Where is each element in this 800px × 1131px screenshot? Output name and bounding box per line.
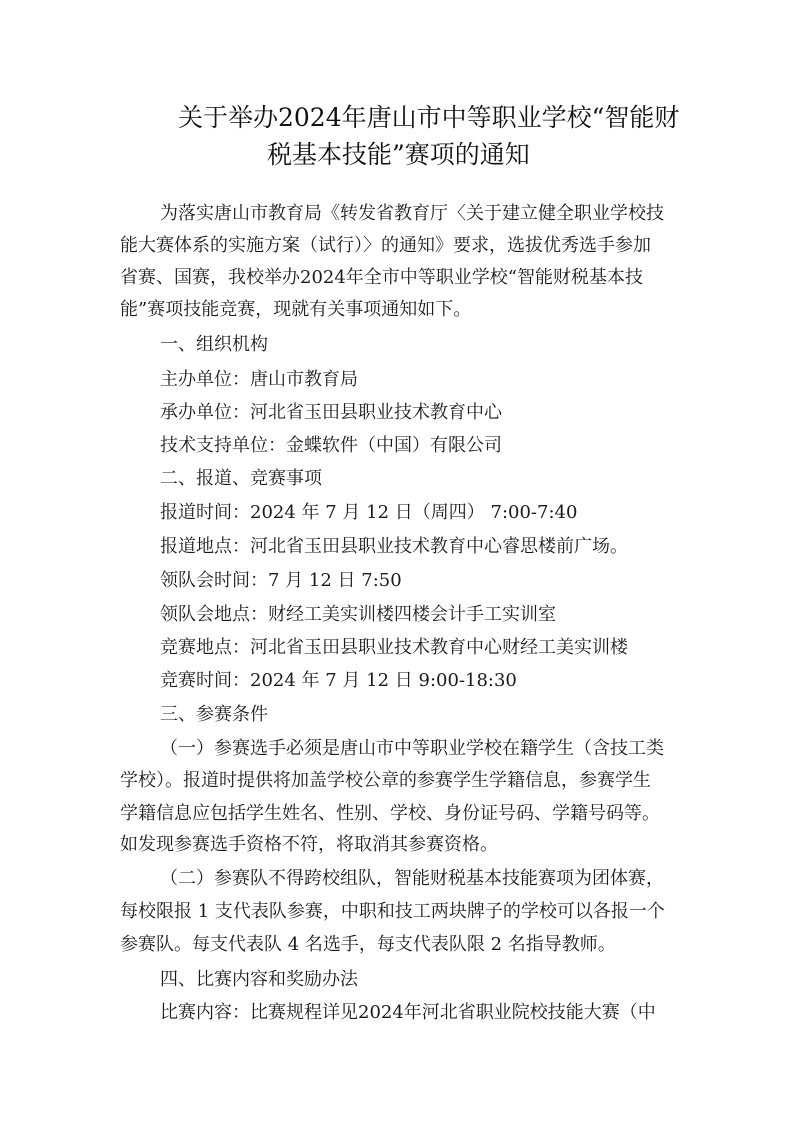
condition-1-line: 学校）。报道时提供将加盖学校公章的参赛学生学籍信息，参赛学生 (120, 770, 651, 791)
host-unit-line: 主办单位：唐山市教育局 (160, 369, 358, 390)
condition-2-line: （二）参赛队不得跨校组队，智能财税基本技能赛项为团体赛， (160, 868, 664, 889)
condition-2-line: 每校限报 1 支代表队参赛，中职和技工两块牌子的学校可以各报一个 (120, 901, 665, 922)
paragraph-intro-line: 为落实唐山市教育局《转发省教育厅〈关于建立健全职业学校技 (160, 203, 664, 224)
registration-place-line: 报道地点：河北省玉田县职业技术教育中心睿思楼前广场。 (160, 536, 628, 557)
paragraph-intro-line: 能大赛体系的实施方案（试行）〉的通知》要求，选拔优秀选手参加 (120, 235, 651, 256)
competition-place-line: 竞赛地点：河北省玉田县职业技术教育中心财经工美实训楼 (160, 637, 628, 658)
organizer-unit-line: 承办单位：河北省玉田县职业技术教育中心 (160, 402, 502, 423)
condition-1-line: （一）参赛选手必须是唐山市中等职业学校在籍学生（含技工类 (160, 738, 664, 759)
competition-content-line: 比赛内容：比赛规程详见2024年河北省职业院校技能大赛（中 (160, 1002, 656, 1023)
paragraph-intro-line: 省赛、国赛，我校举办2024年全市中等职业学校“智能财税基本技 (120, 267, 644, 288)
document-title-line-2: 税基本技能”赛项的通知 (267, 140, 530, 169)
condition-2-line: 参赛队。每支代表队 4 名选手，每支代表队限 2 名指导教师。 (120, 934, 616, 955)
section-heading-conditions: 三、参赛条件 (160, 704, 268, 725)
condition-1-line: 如发现参赛选手资格不符，将取消其参赛资格。 (120, 834, 498, 855)
condition-1-line: 学籍信息应包括学生姓名、性别、学校、身份证号码、学籍号码等。 (120, 803, 660, 824)
section-heading-registration: 二、报道、竞赛事项 (160, 468, 322, 489)
document-title-line-1: 关于举办2024年唐山市中等职业学校“智能财 (178, 103, 680, 132)
registration-time-line: 报道时间：2024 年 7 月 12 日（周四） 7:00-7:40 (160, 502, 578, 523)
tech-support-unit-line: 技术支持单位：金蝶软件（中国）有限公司 (160, 435, 502, 456)
competition-time-line: 竞赛时间：2024 年 7 月 12 日 9:00-18:30 (160, 670, 517, 691)
section-heading-content-awards: 四、比赛内容和奖励办法 (160, 969, 358, 990)
section-heading-organization: 一、组织机构 (160, 334, 268, 355)
paragraph-intro-line: 能”赛项技能竞赛，现就有关事项通知如下。 (120, 299, 472, 320)
leader-meeting-place-line: 领队会地点：财经工美实训楼四楼会计手工实训室 (160, 604, 556, 625)
leader-meeting-time-line: 领队会时间：7 月 12 日 7:50 (160, 570, 402, 591)
